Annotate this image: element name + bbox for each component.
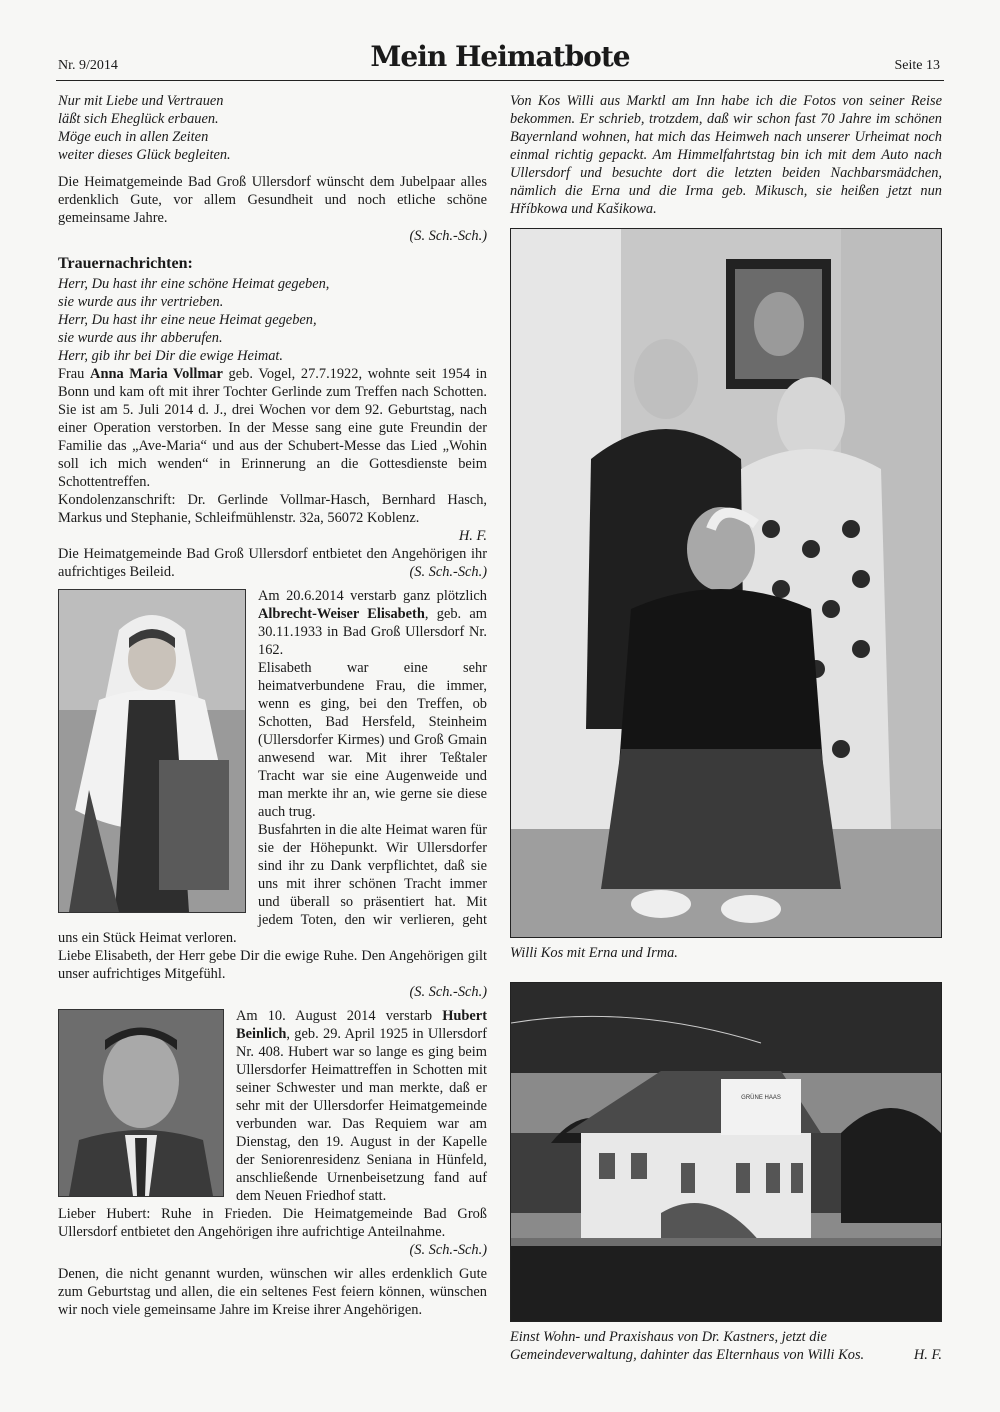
hubert-obituary: Am 10. August 2014 verstarb Hubert Beinlich, geb. 29. April 1925 in Ullersdorf Nr. 408. Hubert war so lange es ging beim Ullersdorfer Heimattreffen in Schotten mit seiner Schwester und man merkte, daß er sehr mit der Ullersdorfer Heimatgemeinde verbunden war. Das Requiem war am Dienstag, den 19. August in der Kapelle der Seniorenresidenz Seniana in Hünfeld, anschließende Urnenbeisetzung fand auf dem Neuen Friedhof statt. Lieber Hubert: Ruhe in Frieden. Die Heimatgemeinde Bad Groß Ullersdorf entbietet den Angehörigen ihre aufrichtige Anteilnahme. (S. Sch.-Sch.) <box>58 1008 487 1258</box>
obituary-poem <box>58 275 487 365</box>
signature: (S. Sch.-Sch.) <box>409 1242 487 1258</box>
anniversary-wish: Die Heimatgemeinde Bad Groß Ullersdorf wünscht dem Jubelpaar alles erdenklich Gute, vor allem Gesundheit und noch etliche schöne gemeinsame Jahre. <box>58 174 487 226</box>
obituaries-heading: Trauernachrichten: <box>58 255 193 272</box>
issue-number: Nr. 9/2014 <box>58 58 118 73</box>
photo-caption: Willi Kos mit Erna und Irma. <box>510 945 678 961</box>
author-initials: H. F. <box>458 528 487 544</box>
wedding-poem <box>58 92 487 164</box>
poem-line: Nur mit Liebe und Vertrauen <box>58 93 224 109</box>
right-column <box>510 92 942 1364</box>
deceased-name: Albrecht-Weiser Elisabeth <box>258 606 425 622</box>
poem-line: Herr, Du hast ihr eine schöne Heimat gegeben, <box>58 276 330 292</box>
poem-line: Herr, Du hast ihr eine neue Heimat gegeben, <box>58 312 317 328</box>
poem-line: Möge euch in allen Zeiten <box>58 129 209 145</box>
signature: (S. Sch.-Sch.) <box>409 984 487 1000</box>
house-photo <box>510 982 942 1322</box>
deceased-name: Anna Maria Vollmar <box>90 366 223 382</box>
signature: (S. Sch.-Sch.) <box>409 564 487 580</box>
closing-wishes: Denen, die nicht genannt wurden, wünschen wir alles erdenklich Gute zum Geburtstag und allen, die ein seltenes Fest feiern können, wünschen wir noch viele gemeinsame Jahre im Kreise ihrer Angehörigen. <box>58 1266 487 1318</box>
elisabeth-obituary: Am 20.6.2014 verstarb ganz plötzlich Albrecht-Weiser Elisabeth, geb. am 30.11.1933 in Bad Groß Ullersdorf Nr. 162. Elisabeth war eine sehr heimatverbundene Frau, die immer, wenn es ging, bei den Treffen, ob Schotten, Bad Hersfeld, Steinheim (Ullersdorfer Kirmes) und Groß Gmain anwesend war. Mit ihrer Teßtaler Tracht war sie eine Augenweide und man merkte ihr an, wie gerne sie diese auch trug. Busfahrten in die alte Heimat waren für sie der Höhepunkt. Wir Ullersdorfer sind ihr zu Dank verpflichtet, daß sie uns mit ihrer schönen Tracht immer und überall so präsentiert hat. Mit jedem Toten, den wir verlieren, geht uns ein Stück Heimat verloren. Liebe Elisabeth, der Herr gebe Dir die ewige Ruhe. Den Angehörigen gilt unser aufrichtiges Mitgefühl. (S. Sch.-Sch.) <box>58 588 488 1000</box>
poem-line: sie wurde aus ihr vertrieben. <box>58 294 224 310</box>
condolence-address: Kondolenzanschrift: Dr. Gerlinde Vollmar-Hasch, Bernhard Hasch, Markus und Stephanie, Schleifmühlenstr. 32a, 56072 Koblenz. <box>58 492 487 526</box>
left-column <box>58 92 487 1319</box>
kos-family-photo <box>510 228 942 938</box>
header-rule <box>56 80 944 81</box>
poem-line: weiter dieses Glück begleiten. <box>58 147 231 163</box>
hubert-photo <box>58 1009 224 1197</box>
house-sign-text: GRÜNE HAAS <box>741 1095 781 1101</box>
caption-initials: H. F. <box>913 1347 942 1363</box>
condolence-note: Die Heimatgemeinde Bad Groß Ullersdorf entbietet den Angehörigen ihr aufrichtiges Beileid. <box>58 546 487 580</box>
poem-line: Herr, gib ihr bei Dir die ewige Heimat. <box>58 348 284 364</box>
poem-line: sie wurde aus ihr abberufen. <box>58 330 223 346</box>
house-caption: Einst Wohn- und Praxishaus von Dr. Kastners, jetzt die Gemeindeverwaltung, dahinter das Elternhaus von Willi Kos. H. F. <box>510 1329 942 1363</box>
poem-line: läßt sich Eheglück erbauen. <box>58 111 219 127</box>
travel-intro: Von Kos Willi aus Marktl am Inn habe ich die Fotos von seiner Reise bekommen. Er schrieb, trotzdem, daß wir schon fast 70 Jahre im schönen Bayernland wohnen, hat mich das Heimweh nach unserer Urheimat noch einmal richtig gepackt. Am Himmelfahrtstag bin ich mit dem Auto nach Ullersdorf und besuchte dort die letzten beiden Nachbarsmädchen, nämlich die Erna und die Irma geb. Mikusch, sie heißen jetzt nun Hříbkowa und Kašikowa. <box>510 93 942 217</box>
masthead-title: Mein Heimatbote <box>370 40 630 73</box>
signature: (S. Sch.-Sch.) <box>409 228 487 244</box>
elisabeth-photo <box>58 589 246 913</box>
deceased-name: Hubert Beinlich <box>236 1008 487 1042</box>
page-number: Seite 13 <box>894 58 940 73</box>
vollmar-obituary: Frau Anna Maria Vollmar geb. Vogel, 27.7.1922, wohnte seit 1954 in Bonn und kam oft mit ihrer Tochter Gerlinde zum Treffen nach Schotten. Sie ist am 5. Juli 2014 d. J., drei Wochen vor dem 92. Geburtstag, nach einer Operation verstorben. In der Messe sang eine gute Freundin der Familie das „Ave-Maria“ und aus der Schubert-Messe das Lied „Wohin soll ich mich wenden“ in Erinnerung an die Gottesdienste beim Schottentreffen. <box>58 366 487 490</box>
